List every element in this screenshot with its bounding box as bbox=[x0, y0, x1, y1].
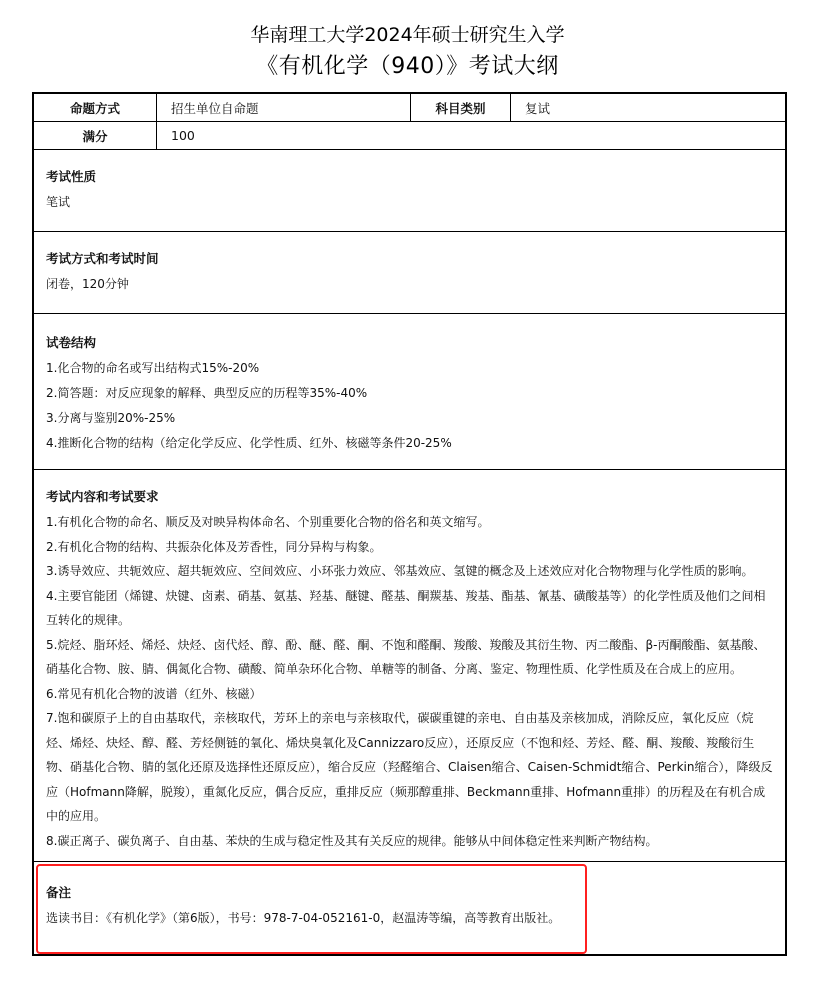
section-remarks bbox=[34, 862, 785, 954]
section-line: 6.常见有机化合物的波谱（红外、核磁） bbox=[46, 686, 262, 701]
meta-row-score bbox=[34, 122, 785, 150]
section-line: 2.有机化合物的结构、共振杂化体及芳香性，同分异构与构象。 bbox=[46, 539, 382, 554]
section-line: 1.化合物的命名或写出结构式15%-20% bbox=[46, 361, 260, 375]
section-heading: 考试内容和考试要求 bbox=[46, 489, 159, 504]
score-label: 满分 bbox=[34, 122, 157, 149]
section-line: 7.饱和碳原子上的自由基取代，亲核取代，芳环上的亲电与亲核取代，碳碳重键的亲电、自由基及亲核加成，消除反应，氧化反应（烷烃、烯烃、炔烃、醇、醛、芳烃侧链的氧化、烯炔臭氧化及Cannizzaro反应），还原反应（不饱和烃、芳烃、醛、酮、羧酸、羧酸衍生物、硝基化合物、腈的氢化还原及选择性还原反应），缩合反应（羟醛缩合、Claisen缩合、Caisen-Schmidt缩合、Perkin缩合），降级反应（Hofmann降解，脱羧），重氮化反应，偶合反应，重排反应（频那醇重排、Beckmann重排、Hofmann重排）的历程及在有机合成中的应用。 bbox=[46, 711, 773, 823]
syllabus-table bbox=[32, 92, 787, 956]
score-value: 100 bbox=[171, 128, 195, 143]
section-line: 3.分离与鉴别20%-25% bbox=[46, 411, 176, 425]
proposition-label: 命题方式 bbox=[34, 94, 157, 121]
section-heading: 备注 bbox=[46, 885, 72, 900]
category-value: 复试 bbox=[525, 100, 551, 116]
proposition-value: 招生单位自命题 bbox=[157, 94, 411, 121]
section-exam-content bbox=[34, 470, 785, 862]
section-line: 闭卷，120分钟 bbox=[46, 277, 129, 291]
category-label: 科目类别 bbox=[411, 94, 511, 121]
section-line: 4.主要官能团（烯键、炔键、卤素、硝基、氨基、羟基、醚键、醛基、酮羰基、羧基、酯基、氰基、磺酸基等）的化学性质及他们之间相互转化的规律。 bbox=[46, 588, 766, 627]
section-exam-nature bbox=[34, 150, 785, 232]
section-line: 2.简答题：对反应现象的解释、典型反应的历程等35%-40% bbox=[46, 386, 368, 400]
section-line: 1.有机化合物的命名、顺反及对映异构体命名、个别重要化合物的俗名和英文缩写。 bbox=[46, 515, 490, 529]
document-title-line2: 《有机化学（940）》考试大纲 bbox=[256, 54, 559, 79]
section-line: 选读书目：《有机化学》（第6版），书号：978-7-04-052161-0，赵温涛等编，高等教育出版社。 bbox=[46, 911, 561, 925]
section-paper-structure bbox=[34, 314, 785, 470]
section-line: 3.诱导效应、共轭效应、超共轭效应、空间效应、小环张力效应、邻基效应、氢键的概念及上述效应对化合物物理与化学性质的影响。 bbox=[46, 564, 754, 578]
section-heading: 考试性质 bbox=[46, 169, 97, 184]
section-heading: 考试方式和考试时间 bbox=[46, 251, 159, 266]
section-line: 4.推断化合物的结构（给定化学反应、化学性质、红外、核磁等条件20-25% bbox=[46, 436, 452, 450]
section-line: 笔试 bbox=[46, 195, 71, 209]
section-heading: 试卷结构 bbox=[46, 335, 97, 350]
meta-row-proposition bbox=[34, 94, 785, 122]
section-exam-method-time bbox=[34, 232, 785, 314]
document-title-line1: 华南理工大学2024年硕士研究生入学 bbox=[250, 24, 565, 46]
section-line: 5.烷烃、脂环烃、烯烃、炔烃、卤代烃、醇、酚、醚、醛、酮、不饱和醛酮、羧酸、羧酸及其衍生物、丙二酸酯、β-丙酮酸酯、氨基酸、硝基化合物、胺、腈、偶氮化合物、磺酸、简单杂环化合物、单糖等的制备、分离、鉴定、物理性质、化学性质及在合成上的应用。 bbox=[46, 637, 766, 676]
section-line: 8.碳正离子、碳负离子、自由基、苯炔的生成与稳定性及其有关反应的规律。能够从中间体稳定性来判断产物结构。 bbox=[46, 833, 658, 848]
